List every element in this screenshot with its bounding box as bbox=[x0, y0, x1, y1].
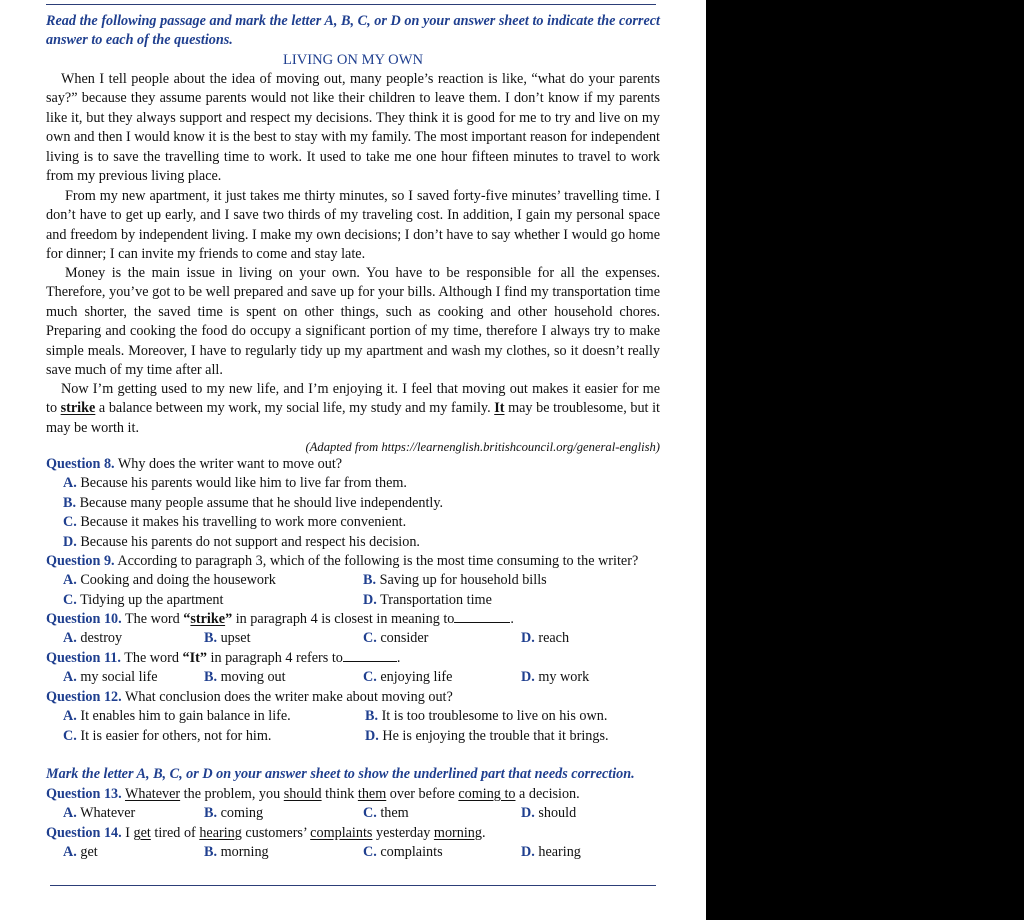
option-letter: C. bbox=[363, 669, 377, 685]
option-text: Because his parents would like him to live far from them. bbox=[80, 475, 407, 491]
option-letter: C. bbox=[363, 630, 377, 646]
option-text: enjoying life bbox=[380, 669, 453, 685]
option-letter: C. bbox=[63, 728, 77, 744]
question-8 bbox=[46, 455, 666, 474]
top-divider bbox=[46, 4, 656, 5]
passage-paragraph-1: When I tell people about the idea of moving out, many people’s reaction is like, “what do your parents say?” because they assume parents would not like their children to leave them. I don’t know if my parents like it, but they always support and respect my decisions. They think it is good for me to try and live on my own and then I would know it is the best to stay with my family. The most important reason for independent living is to save the travelling time to work. It used to take me one hour fifteen minutes to travel to work from my previous living place. bbox=[46, 71, 660, 185]
q8-option-c[interactable] bbox=[46, 513, 666, 532]
option-letter: A. bbox=[63, 669, 77, 685]
question-keyword: strike bbox=[190, 611, 226, 627]
option-letter: D. bbox=[521, 844, 535, 860]
question-keyword: “It” bbox=[182, 650, 207, 666]
option-text: upset bbox=[220, 630, 251, 646]
underlined-part: hearing bbox=[199, 825, 242, 841]
question-text: over before bbox=[386, 786, 459, 802]
question-text: in paragraph 4 refers to bbox=[206, 650, 343, 666]
paragraph-4-text: may be troublesome, but it may be worth it. bbox=[46, 400, 660, 436]
black-side-panel bbox=[706, 0, 1024, 920]
option-text: It is easier for others, not for him. bbox=[80, 728, 272, 744]
question-label: Question 12. bbox=[46, 689, 122, 705]
quote-mark: “ bbox=[183, 611, 191, 627]
q8-option-b[interactable] bbox=[46, 494, 666, 513]
q11-option-c[interactable] bbox=[363, 668, 452, 687]
question-text: the problem, you bbox=[180, 786, 284, 802]
option-letter: D. bbox=[63, 534, 77, 550]
option-letter: A. bbox=[63, 630, 77, 646]
answer-blank bbox=[454, 610, 510, 623]
q8-option-d[interactable] bbox=[46, 533, 666, 552]
q13-option-d[interactable] bbox=[521, 804, 576, 823]
option-letter: A. bbox=[63, 805, 77, 821]
option-letter: B. bbox=[204, 844, 218, 860]
question-text: The word bbox=[120, 650, 183, 666]
question-text: What conclusion does the writer make about moving out? bbox=[121, 689, 453, 705]
q14-option-d[interactable] bbox=[521, 843, 581, 862]
option-letter: D. bbox=[521, 630, 535, 646]
q14-option-c[interactable] bbox=[363, 843, 443, 862]
option-letter: C. bbox=[63, 514, 77, 530]
option-text: hearing bbox=[538, 844, 581, 860]
option-text: moving out bbox=[220, 669, 286, 685]
q9-option-a[interactable] bbox=[63, 571, 276, 590]
underlined-part: morning bbox=[433, 825, 482, 841]
option-text: morning bbox=[220, 844, 269, 860]
q9-options-row-2 bbox=[46, 591, 666, 610]
option-text: He is enjoying the trouble that it brings. bbox=[382, 728, 609, 744]
q13-option-c[interactable] bbox=[363, 804, 409, 823]
question-label: Question 9. bbox=[46, 553, 115, 569]
q14-options bbox=[46, 843, 666, 862]
option-text: reach bbox=[538, 630, 570, 646]
option-letter: D. bbox=[363, 592, 377, 608]
q10-options bbox=[46, 629, 666, 648]
option-letter: B. bbox=[365, 708, 379, 724]
q14-option-a[interactable] bbox=[63, 843, 98, 862]
passage-source: (Adapted from https://learnenglish.britishcouncil.org/general-english) bbox=[305, 440, 660, 454]
option-letter: C. bbox=[363, 844, 377, 860]
option-text: Whatever bbox=[80, 805, 136, 821]
question-end: . bbox=[396, 650, 401, 666]
question-12 bbox=[46, 688, 666, 707]
option-letter: B. bbox=[204, 669, 218, 685]
underlined-word-it: It bbox=[494, 400, 505, 417]
q11-option-d[interactable] bbox=[521, 668, 589, 687]
q12-options-row-2 bbox=[46, 727, 666, 746]
option-text: Transportation time bbox=[380, 592, 492, 608]
question-text: a decision. bbox=[515, 786, 580, 802]
q10-option-c[interactable] bbox=[363, 629, 428, 648]
option-letter: B. bbox=[363, 572, 377, 588]
q11-option-a[interactable] bbox=[63, 668, 158, 687]
underlined-part: get bbox=[133, 825, 151, 841]
q10-option-d[interactable] bbox=[521, 629, 569, 648]
quote-mark: ” bbox=[225, 611, 233, 627]
option-letter: D. bbox=[365, 728, 379, 744]
bottom-divider bbox=[50, 885, 656, 886]
q13-option-a[interactable] bbox=[63, 804, 135, 823]
q12-options-row-1 bbox=[46, 707, 666, 726]
underlined-word-strike: strike bbox=[60, 400, 96, 417]
question-text: tired of bbox=[150, 825, 200, 841]
option-text: complaints bbox=[380, 844, 443, 860]
q8-option-a[interactable] bbox=[46, 474, 666, 493]
question-text: The word bbox=[121, 611, 184, 627]
option-text: Saving up for household bills bbox=[379, 572, 547, 588]
option-text: Because it makes his travelling to work more convenient. bbox=[80, 514, 407, 530]
option-text: my work bbox=[538, 669, 590, 685]
q12-option-a[interactable] bbox=[63, 707, 291, 726]
option-text: Because his parents do not support and respect his decision. bbox=[80, 534, 420, 550]
q13-option-b[interactable] bbox=[204, 804, 263, 823]
question-label: Question 14. bbox=[46, 825, 122, 841]
underlined-part: Whatever bbox=[124, 786, 181, 802]
underlined-part: complaints bbox=[310, 825, 373, 841]
passage-paragraph-4 bbox=[46, 380, 660, 438]
option-text: get bbox=[80, 844, 98, 860]
question-text: . bbox=[481, 825, 486, 841]
question-10 bbox=[46, 610, 666, 629]
q9-options-row-1 bbox=[46, 571, 666, 590]
option-text: should bbox=[538, 805, 577, 821]
option-letter: A. bbox=[63, 708, 77, 724]
q11-options bbox=[46, 668, 666, 687]
option-letter: C. bbox=[63, 592, 77, 608]
q11-option-b[interactable] bbox=[204, 668, 286, 687]
option-text: consider bbox=[380, 630, 429, 646]
question-text: Why does the writer want to move out? bbox=[114, 456, 343, 472]
option-text: Cooking and doing the housework bbox=[80, 572, 276, 588]
option-text: them bbox=[380, 805, 409, 821]
q10-option-b[interactable] bbox=[204, 629, 251, 648]
correction-instructions: Mark the letter A, B, C, or D on your answer sheet to show the underlined part that needs correction. bbox=[46, 766, 635, 782]
paragraph-4-text: a balance between my work, my social life, my study and my family. bbox=[95, 400, 495, 417]
option-letter: B. bbox=[204, 630, 218, 646]
option-letter: B. bbox=[63, 495, 77, 511]
option-text: destroy bbox=[80, 630, 123, 646]
paragraph-4-text: Now I’m getting used to my new life, and I’m enjoying it. I feel that moving out makes it easier for me to bbox=[46, 381, 660, 417]
question-text: According to paragraph 3, which of the following is the most time consuming to the writer? bbox=[114, 553, 639, 569]
question-label: Question 11. bbox=[46, 650, 121, 666]
passage-paragraph-2: From my new apartment, it just takes me thirty minutes, so I saved forty-five minutes’ travelling time. I don’t have to get up early, and I save two thirds of my traveling cost. In addition, I gain my personal space and freedom by independent living. I make my own decisions; I don’t have to say whether I would go home for dinner; I can invite my friends to come and stay late. bbox=[46, 188, 660, 263]
question-text: customers’ bbox=[241, 825, 311, 841]
option-letter: D. bbox=[521, 805, 535, 821]
reading-instructions: Read the following passage and mark the letter A, B, C, or D on your answer sheet to indicate the correct answer to each of the questions. bbox=[46, 13, 660, 49]
q14-option-b[interactable] bbox=[204, 843, 269, 862]
option-text: Because many people assume that he should live independently. bbox=[79, 495, 444, 511]
question-end: . bbox=[510, 611, 514, 627]
option-letter: A. bbox=[63, 844, 77, 860]
question-9 bbox=[46, 552, 666, 571]
q13-options bbox=[46, 804, 666, 823]
question-label: Question 10. bbox=[46, 611, 122, 627]
question-text: in paragraph 4 is closest in meaning to bbox=[232, 611, 455, 627]
question-text: think bbox=[321, 786, 358, 802]
question-label: Question 13. bbox=[46, 786, 122, 802]
option-letter: B. bbox=[204, 805, 218, 821]
option-text: It enables him to gain balance in life. bbox=[80, 708, 291, 724]
underlined-part: coming to bbox=[458, 786, 516, 802]
question-text: I bbox=[121, 825, 134, 841]
q10-option-a[interactable] bbox=[63, 629, 122, 648]
question-14 bbox=[46, 824, 666, 843]
question-11 bbox=[46, 649, 666, 668]
underlined-part: them bbox=[357, 786, 387, 802]
option-letter: D. bbox=[521, 669, 535, 685]
q12-option-b[interactable] bbox=[365, 707, 607, 726]
question-text: yesterday bbox=[372, 825, 434, 841]
underlined-part: should bbox=[283, 786, 322, 802]
option-text: It is too troublesome to live on his own. bbox=[381, 708, 608, 724]
q12-option-c[interactable] bbox=[63, 727, 271, 746]
question-13 bbox=[46, 785, 666, 804]
option-letter: A. bbox=[63, 475, 77, 491]
q9-option-d[interactable] bbox=[363, 591, 492, 610]
answer-blank bbox=[343, 649, 397, 662]
option-text: coming bbox=[220, 805, 264, 821]
question-label: Question 8. bbox=[46, 456, 115, 472]
passage-paragraph-3: Money is the main issue in living on your own. You have to be responsible for all the expenses. Therefore, you’ve got to be well prepared and save up for your bills. Although I find my transportation time much shorter, the saved time is spent on other things, such as cooking and other household chores. Preparing and cooking the food do occupy a significant portion of my time, therefore I always try to make simple meals. Moreover, I have to regularly tidy up my apartment and wash my clothes, so it doesn’t really save much of my time after all. bbox=[46, 265, 660, 379]
q9-option-b[interactable] bbox=[363, 571, 547, 590]
passage-title: LIVING ON MY OWN bbox=[282, 52, 424, 68]
option-text: Tidying up the apartment bbox=[80, 592, 224, 608]
option-text: my social life bbox=[80, 669, 158, 685]
q9-option-c[interactable] bbox=[63, 591, 223, 610]
option-letter: C. bbox=[363, 805, 377, 821]
q12-option-d[interactable] bbox=[365, 727, 609, 746]
option-letter: A. bbox=[63, 572, 77, 588]
